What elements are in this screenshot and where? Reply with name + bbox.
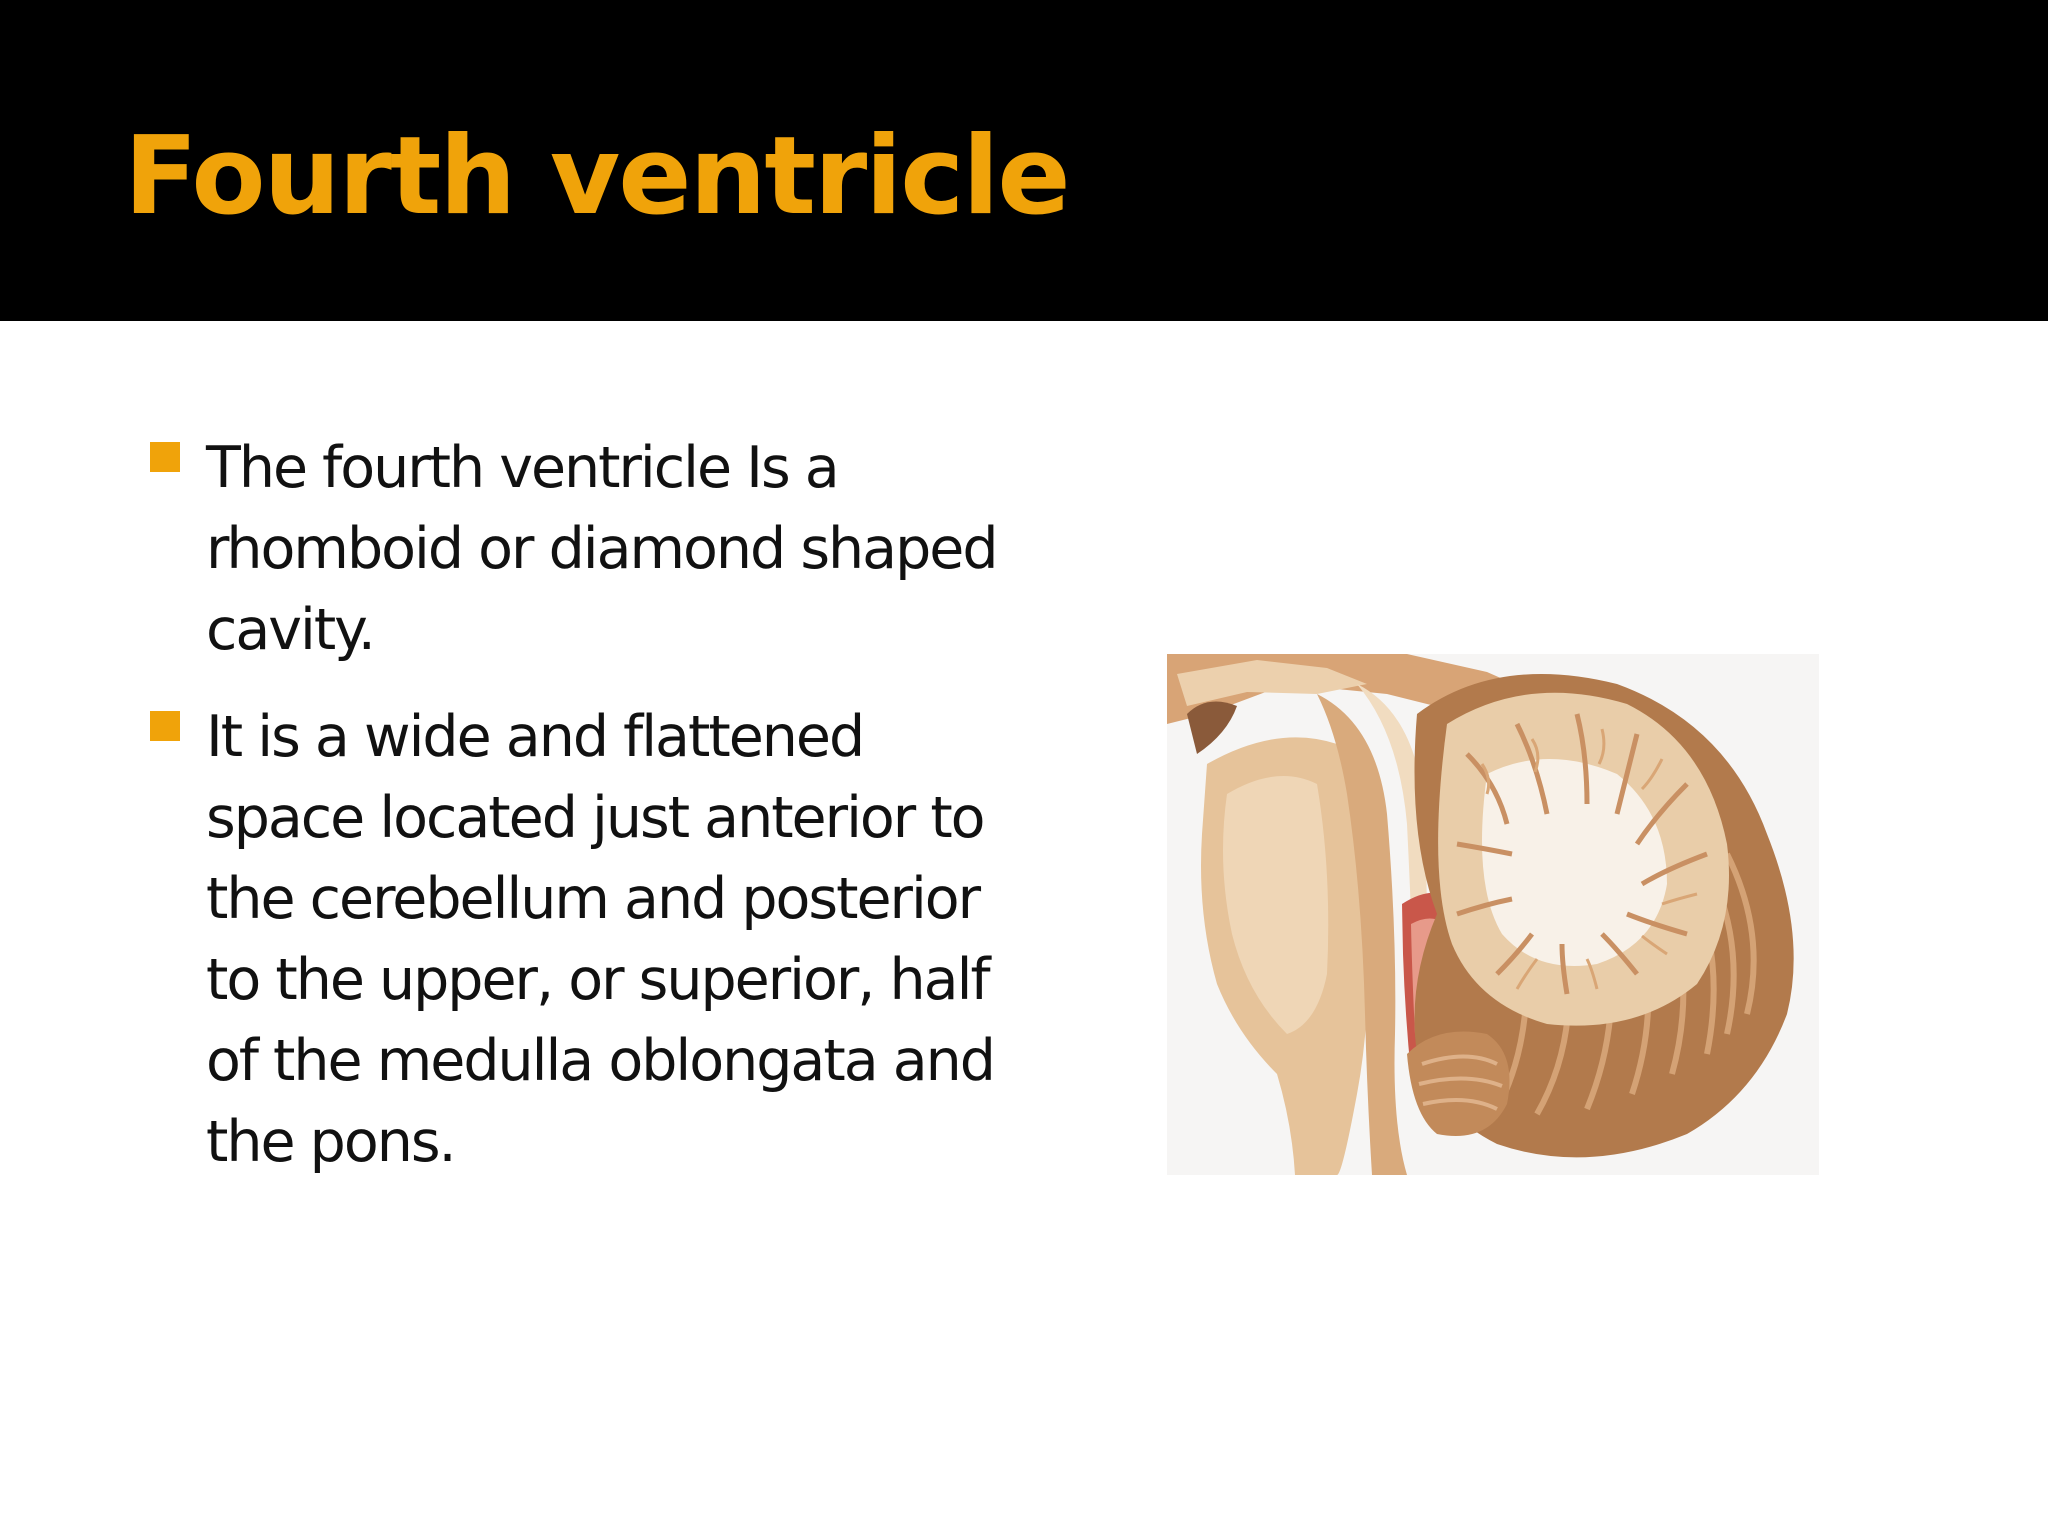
title-bar bbox=[0, 0, 2048, 321]
square-bullet-icon bbox=[150, 711, 180, 741]
bullet-text: The fourth ventricle Is a rhomboid or diamond shaped cavity. bbox=[206, 435, 997, 663]
brainstem-cerebellum-illustration bbox=[1167, 654, 1819, 1175]
bullet-item bbox=[150, 428, 1010, 671]
bullet-text: It is a wide and flattened space located just anterior to the cerebellum and posterior to the upper, or superior, half of the medulla oblongata and the pons. bbox=[206, 704, 994, 1175]
bullet-list bbox=[150, 428, 1010, 1209]
bullet-item bbox=[150, 697, 1010, 1183]
brain-section-image bbox=[1167, 654, 1819, 1175]
slide-title: Fourth ventricle bbox=[124, 114, 1069, 239]
square-bullet-icon bbox=[150, 442, 180, 472]
